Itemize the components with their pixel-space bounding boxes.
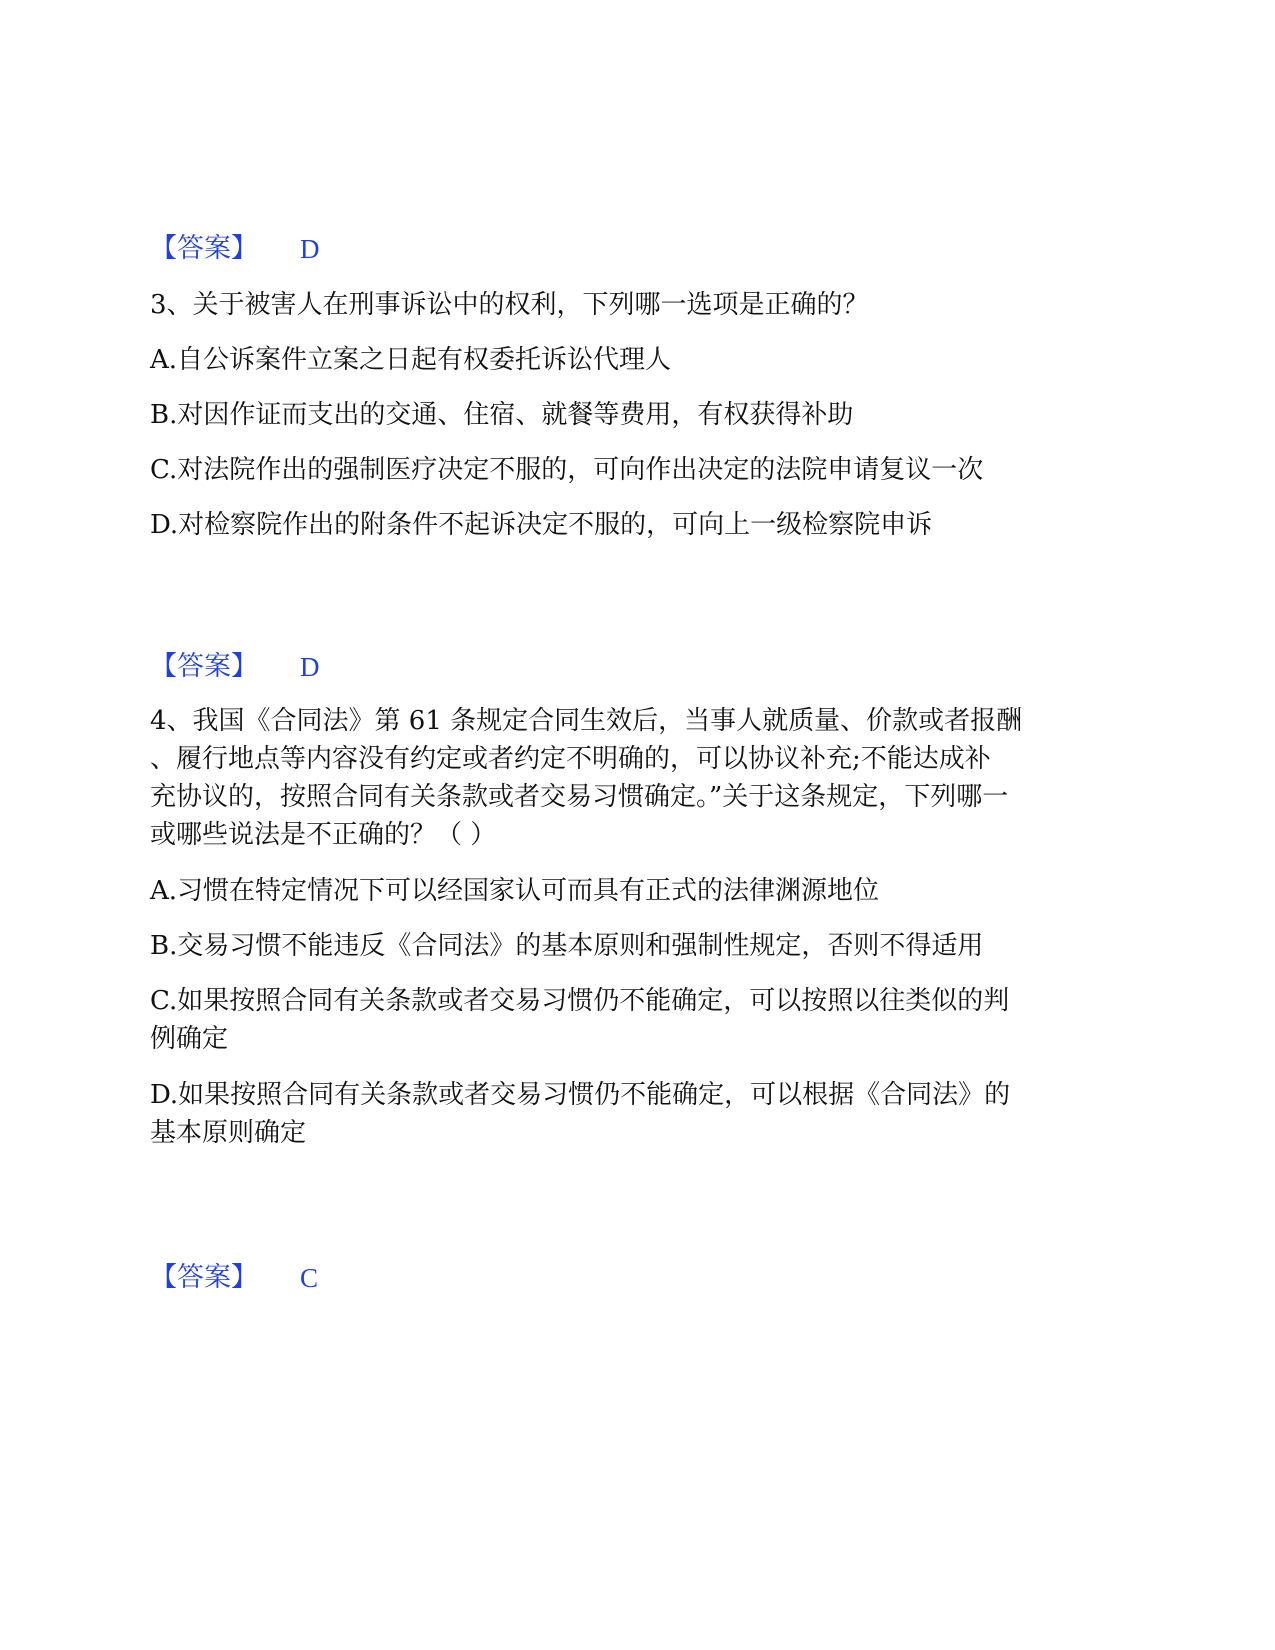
answer-block xyxy=(150,651,320,683)
option-a: A.习惯在特定情况下可以经国家认可而具有正式的法律渊源地位 xyxy=(150,876,880,906)
answer-label: 【答案】 xyxy=(150,1262,258,1293)
answer-block xyxy=(150,233,320,265)
option-c: C.对法院作出的强制医疗决定不服的，可向作出决定的法院申请复议一次 xyxy=(150,455,984,485)
option-c-line-2: 例确定 xyxy=(150,1024,229,1054)
answer-value: C xyxy=(300,1263,319,1293)
question-stem-line: 、履行地点等内容没有约定或者约定不明确的，可以协议补充;不能达成补 xyxy=(150,744,991,774)
question-stem-line: 或哪些说法是不正确的？（ ） xyxy=(150,820,497,850)
option-b: B.对因作证而支出的交通、住宿、就餐等费用，有权获得补助 xyxy=(150,400,854,430)
option-a: A.自公诉案件立案之日起有权委托诉讼代理人 xyxy=(150,345,672,375)
question-stem: 3、关于被害人在刑事诉讼中的权利，下列哪一选项是正确的？ xyxy=(150,290,869,320)
option-d-line-1: D.如果按照合同有关条款或者交易习惯仍不能确定，可以根据《合同法》的 xyxy=(150,1080,1011,1110)
answer-block xyxy=(150,1262,319,1294)
option-d: D.对检察院作出的附条件不起诉决定不服的，可向上一级检察院申诉 xyxy=(150,510,933,540)
answer-value: D xyxy=(300,652,320,682)
question-stem-line: 4、我国《合同法》第 61 条规定合同生效后，当事人就质量、价款或者报酬 xyxy=(150,706,1023,736)
question-stem-line: 充协议的，按照合同有关条款或者交易习惯确定。”关于这条规定，下列哪一 xyxy=(150,782,1009,812)
answer-value: D xyxy=(300,234,320,264)
answer-label: 【答案】 xyxy=(150,651,258,682)
answer-label: 【答案】 xyxy=(150,233,258,264)
option-c-line-1: C.如果按照合同有关条款或者交易习惯仍不能确定，可以按照以往类似的判 xyxy=(150,986,1010,1016)
option-d-line-2: 基本原则确定 xyxy=(150,1118,307,1148)
option-b: B.交易习惯不能违反《合同法》的基本原则和强制性规定，否则不得适用 xyxy=(150,931,984,961)
